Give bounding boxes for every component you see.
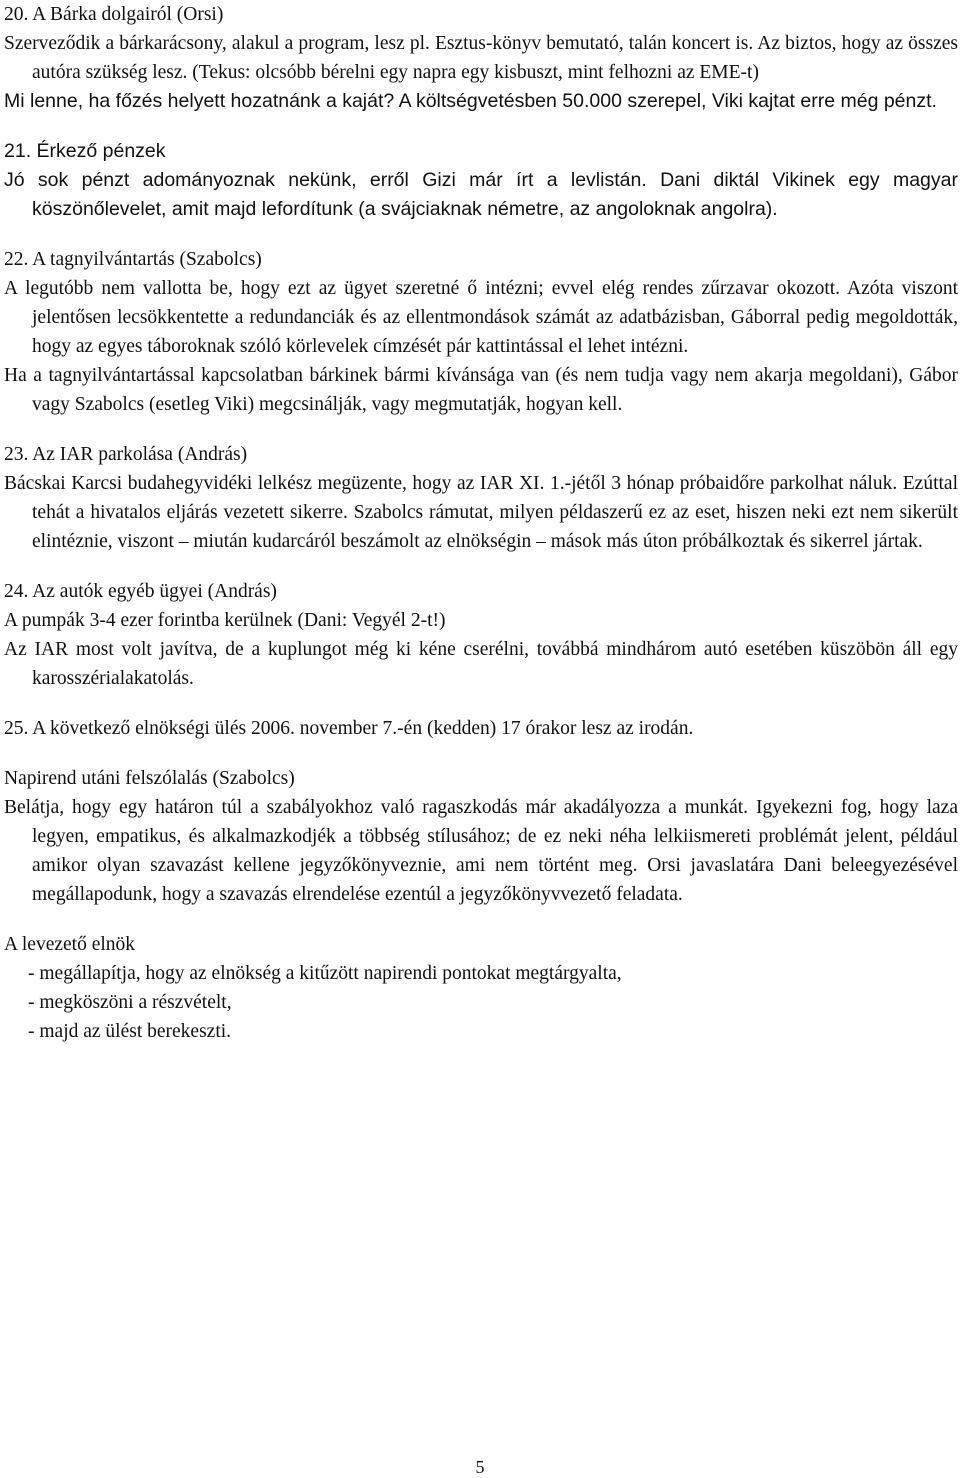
section-23-heading: 23. Az IAR parkolása (András) — [4, 444, 248, 465]
section-20-paragraph-1: Szerveződik a bárkarácsony, alakul a program, lesz pl. Esztus-könyv bemutató, talán koncert is. Az biztos, hogy az összes autóra szükség lesz. (Tekus: olcsóbb bérelni egy napra egy kisbuszt, mint felhozni az EME-t) — [4, 33, 958, 83]
section-24 — [4, 577, 958, 693]
list-item: - megállapítja, hogy az elnökség a kitűzött napirendi pontokat megtárgyalta, — [28, 963, 622, 984]
list-item: - megköszöni a részvételt, — [28, 992, 232, 1013]
spacer — [4, 419, 958, 440]
section-20 — [4, 0, 958, 116]
section-22 — [4, 245, 958, 419]
spacer — [4, 909, 958, 930]
closing-heading: A levezető elnök — [4, 934, 136, 955]
spacer — [4, 556, 958, 577]
spacer — [4, 743, 958, 764]
section-22-paragraph-1: A legutóbb nem vallotta be, hogy ezt az ügyet szeretné ő intézni; evvel elég rendes zűrzavar okozott. Azóta viszont jelentősen lecsökkentette a redundanciák és az ellentmondások számát az adatbázisban, Gáborral pedig megoldották, hogy az egyes táboroknak szóló körlevelek címzését pár kattintással el lehet intézni. — [4, 278, 958, 357]
section-20-paragraph-2: Mi lenne, ha főzés helyett hozatnánk a kaját? A költségvetésben 50.000 szerepel, Viki kajtat erre még pénzt. — [4, 90, 937, 112]
section-22-heading: 22. A tagnyilvántartás (Szabolcs) — [4, 249, 262, 270]
section-24-heading: 24. Az autók egyéb ügyei (András) — [4, 581, 277, 602]
section-21 — [4, 137, 958, 224]
spacer — [4, 224, 958, 245]
section-25-text: 25. A következő elnökségi ülés 2006. november 7.-én (kedden) 17 órakor lesz az irodán. — [4, 718, 694, 739]
section-21-paragraph-1: Jó sok pénzt adományoznak nekünk, erről Gizi már írt a levlistán. Dani diktál Vikinek egy magyar köszönőlevelet, amit majd lefordítunk (a svájciaknak németre, az angoloknak angolra). — [4, 169, 958, 220]
section-23 — [4, 440, 958, 556]
section-22-paragraph-2: Ha a tagnyilvántartással kapcsolatban bárkinek bármi kívánsága van (és nem tudja vagy nem akarja megoldani), Gábor vagy Szabolcs (esetleg Viki) megcsinálják, vagy megmutatják, hogyan kell. — [4, 365, 958, 415]
list-item: - majd az ülést berekeszti. — [28, 1021, 232, 1042]
spacer — [4, 116, 958, 137]
section-20-heading: 20. A Bárka dolgairól (Orsi) — [4, 4, 224, 25]
napirend-section — [4, 764, 958, 909]
section-24-paragraph-2: Az IAR most volt javítva, de a kuplungot még ki kéne cserélni, továbbá mindhárom autó esetében küszöbön áll egy karosszérialakatolás. — [4, 639, 958, 689]
section-25 — [4, 714, 958, 743]
section-21-heading: 21. Érkező pénzek — [4, 140, 166, 162]
section-24-paragraph-1: A pumpák 3-4 ezer forintba kerülnek (Dani: Vegyél 2-t!) — [4, 610, 446, 631]
napirend-paragraph-1: Belátja, hogy egy határon túl a szabályokhoz való ragaszkodás már akadályozza a munkát. Igyekezni fog, hogy laza legyen, empatikus, és alkalmazkodjék a többség stílusához; de ez neki néha lelkiismereti problémát jelent, például amikor olyan szavazást kellene jegyzőkönyveznie, ami nem történt meg. Orsi javaslatára Dani beleegyezésével megállapodunk, hogy a szavazás elrendelése ezentúl a jegyzőkönyvvezető feladata. — [4, 797, 958, 905]
closing-section — [4, 930, 958, 1046]
closing-list — [4, 959, 958, 1046]
spacer — [4, 693, 958, 714]
document-page — [4, 0, 958, 1046]
napirend-heading: Napirend utáni felszólalás (Szabolcs) — [4, 768, 295, 789]
section-23-paragraph-1: Bácskai Karcsi budahegyvidéki lelkész megüzente, hogy az IAR XI. 1.-jétől 3 hónap próbaidőre parkolhat náluk. Ezúttal tehát a hivatalos eljárás vezetett sikerre. Szabolcs rámutat, milyen példaszerű ez az eset, hiszen neki ezt nem sikerült elintéznie, viszont – miután kudarcáról beszámolt az elnökségin – mások más úton próbálkoztak és sikerrel jártak. — [4, 473, 958, 552]
page-number: 5 — [475, 1457, 485, 1477]
